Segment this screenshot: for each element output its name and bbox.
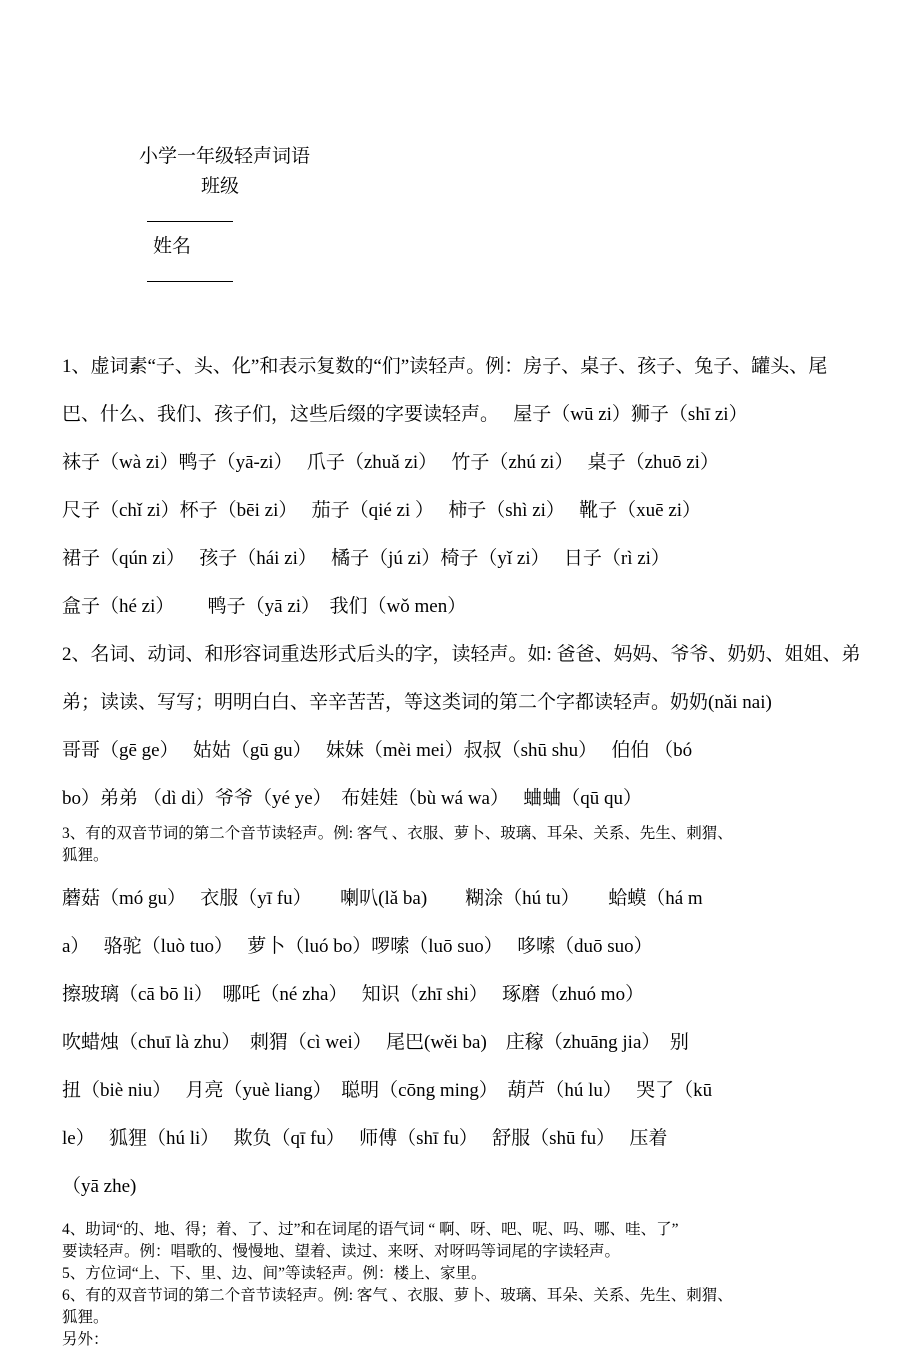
doc-line: 要读轻声。例：唱歌的、慢慢地、望着、读过、来呀、对呀吗等词尾的字读轻声。 [62,1243,621,1260]
doc-line: 1、虚词素“子、头、化”和表示复数的“们”读轻声。例：房子、桌子、孩子、兔子、罐头、尾 [62,356,828,377]
class-blank-field [147,202,233,222]
doc-line: （yā zhe) [62,1176,137,1197]
doc-line: 5、方位词“上、下、里、边、间”等读轻声。例：楼上、家里。 [62,1265,487,1282]
doc-line: bo）弟弟 （dì di）爷爷（yé ye） 布娃娃（bù wá wa） 蛐蛐（qū qu） [62,788,642,809]
doc-line: 狐狸。 [62,847,109,864]
doc-line: 袜子（wà zi）鸭子（yā-zi） 爪子（zhuǎ zi） 竹子（zhú zi） 桌子（zhuō zi） [62,452,719,473]
class-label: 班级 [201,176,240,197]
page-title: 小学一年级轻声词语 [139,146,311,167]
doc-line: le） 狐狸（hú li） 欺负（qī fu） 师傅（shī fu） 舒服（shū fu） 压着 [62,1128,668,1149]
document-body [62,343,862,1351]
doc-line: 裙子（qún zi） 孩子（hái zi） 橘子（jú zi）椅子（yǐ zi） 日子（rì zi） [62,548,670,569]
doc-line: 巴、什么、我们、孩子们，这些后缀的字要读轻声。 屋子（wū zi）狮子（shī zi） [62,404,748,425]
doc-line: 6、有的双音节词的第二个音节读轻声。例: 客气 、衣服、萝卜、玻璃、耳朵、关系、先生、刺猬、 [62,1287,733,1304]
doc-line: 4、助词“的、地、得；着、了、过”和在词尾的语气词 “ 啊、呀、吧、呢、吗、哪、哇、了” [62,1221,679,1238]
doc-line: 狐狸。 [62,1309,109,1326]
name-blank-field [147,262,233,282]
document-header [120,112,862,322]
doc-line: 哥哥（gē ge） 姑姑（gū gu） 妹妹（mèi mei）叔叔（shū shu） 伯伯 （bó [62,740,693,761]
doc-line: 扭（biè niu） 月亮（yuè liang） 聪明（cōng ming） 葫芦（hú lu） 哭了（kū [62,1080,713,1101]
doc-line: 弟；读读、写写；明明白白、辛辛苦苦，等这类词的第二个字都读轻声。奶奶(nǎi nai) [62,692,772,713]
doc-line: 擦玻璃（cā bō li） 哪吒（né zha） 知识（zhī shi） 琢磨（zhuó mo） [62,984,645,1005]
doc-line: 盒子（hé zi） 鸭子（yā zi） 我们（wǒ men） [62,596,467,617]
doc-line: 2、名词、动词、和形容词重迭形式后头的字，读轻声。如: 爸爸、妈妈、爷爷、奶奶、姐姐、弟 [62,644,861,665]
doc-line: 另外： [62,1331,109,1348]
doc-line: a） 骆驼（luò tuo） 萝卜（luó bo）啰嗦（luō suo） 哆嗦（duō suo） [62,936,653,957]
name-label: 姓名 [153,236,192,257]
doc-line: 吹蜡烛（chuī là zhu） 刺猬（cì wei） 尾巴(wěi ba) 庄稼（zhuāng jia） 别 [62,1032,689,1053]
doc-line: 蘑菇（mó gu） 衣服（yī fu） 喇叭(lǎ ba) 糊涂（hú tu） 蛤蟆（há m [62,888,703,909]
doc-line: 尺子（chǐ zi）杯子（bēi zi） 茄子（qié zi ） 柿子（shì zi） 靴子（xuē zi） [62,500,702,521]
doc-line: 3、有的双音节词的第二个音节读轻声。例: 客气 、衣服、萝卜、玻璃、耳朵、关系、先生、刺猬、 [62,825,733,842]
